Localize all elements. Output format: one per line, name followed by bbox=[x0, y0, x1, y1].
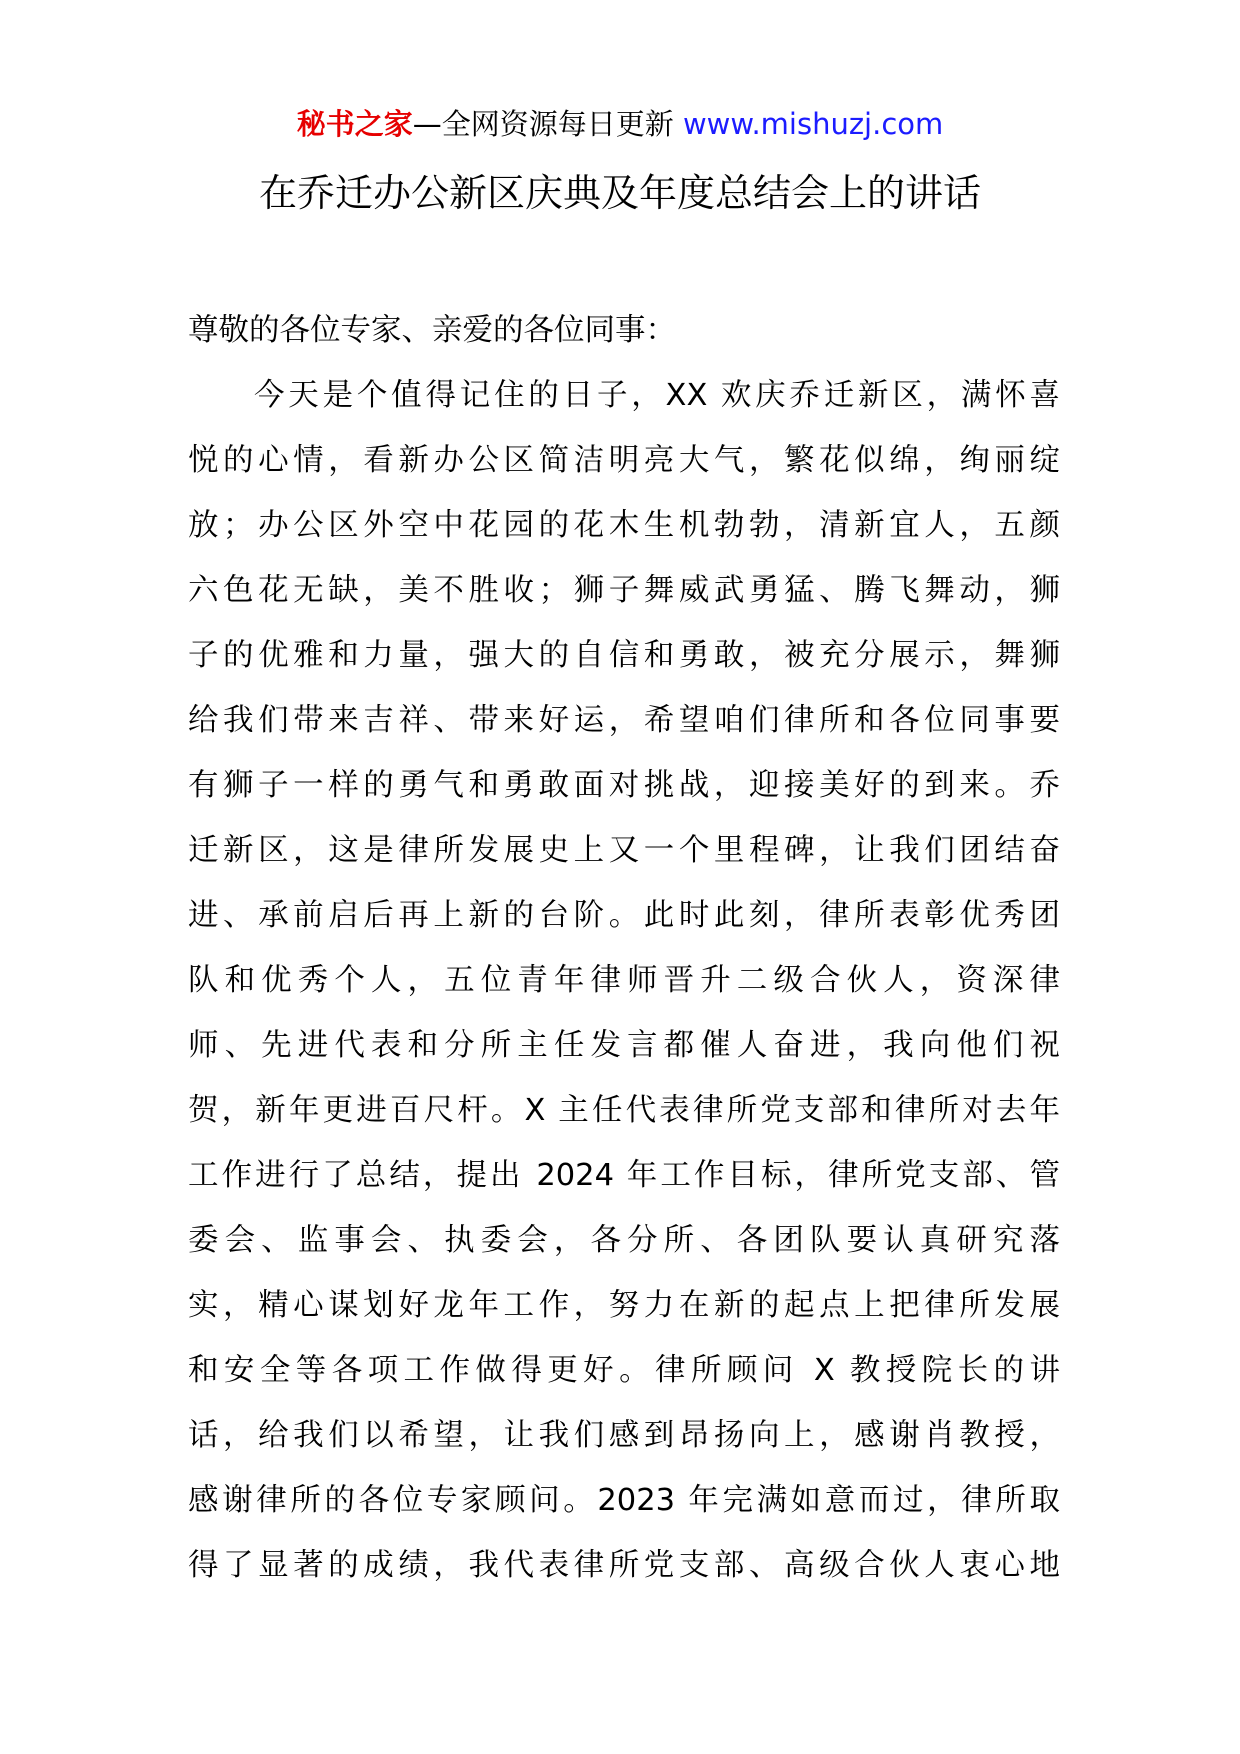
paragraph-line: 话，给我们以希望，让我们感到昂扬向上，感谢肖教授， bbox=[188, 1418, 1060, 1453]
header-tagline: —全网资源每日更新 bbox=[412, 107, 683, 141]
paragraph-line: 给我们带来吉祥、带来好运，希望咱们律所和各位同事要 bbox=[188, 703, 1060, 738]
paragraph-line: 悦的心情，看新办公区简洁明亮大气，繁花似绵，绚丽绽 bbox=[188, 443, 1060, 478]
paragraph-line: 实，精心谋划好龙年工作，努力在新的起点上把律所发展 bbox=[188, 1288, 1060, 1323]
document-title: 在乔迁办公新区庆典及年度总结会上的讲话 bbox=[258, 171, 981, 215]
paragraph-line: 师、先进代表和分所主任发言都催人奋进，我向他们祝 bbox=[188, 1028, 1060, 1063]
paragraph-line: 队和优秀个人，五位青年律师晋升二级合伙人，资深律 bbox=[188, 963, 1060, 998]
paragraph-line: 委会、监事会、执委会，各分所、各团队要认真研究落 bbox=[188, 1223, 1060, 1258]
paragraph-line: 工作进行了总结，提出 2024 年工作目标，律所党支部、管 bbox=[188, 1158, 1060, 1193]
paragraph-line: 今天是个值得记住的日子，XX 欢庆乔迁新区，满怀喜 bbox=[254, 378, 1060, 413]
site-header bbox=[0, 100, 1240, 148]
site-url-link[interactable]: www.mishuzj.com bbox=[682, 107, 944, 141]
paragraph-line: 感谢律所的各位专家顾问。2023 年完满如意而过，律所取 bbox=[188, 1483, 1060, 1518]
paragraph-line: 进、承前启后再上新的台阶。此时此刻，律所表彰优秀团 bbox=[188, 898, 1060, 933]
document-body bbox=[188, 298, 1060, 1598]
paragraph-line: 六色花无缺，美不胜收；狮子舞威武勇猛、腾飞舞动，狮 bbox=[188, 573, 1060, 608]
paragraph-line: 迁新区，这是律所发展史上又一个里程碑，让我们团结奋 bbox=[188, 833, 1060, 868]
salutation: 尊敬的各位专家、亲爱的各位同事： bbox=[188, 313, 676, 348]
paragraph-line: 得了显著的成绩，我代表律所党支部、高级合伙人衷心地 bbox=[188, 1548, 1060, 1583]
brand-name: 秘书之家 bbox=[296, 107, 413, 141]
paragraph-line: 有狮子一样的勇气和勇敢面对挑战，迎接美好的到来。乔 bbox=[188, 768, 1060, 803]
paragraph-line: 放；办公区外空中花园的花木生机勃勃，清新宜人，五颜 bbox=[188, 508, 1060, 543]
paragraph-line: 和安全等各项工作做得更好。律所顾问 X 教授院长的讲 bbox=[188, 1353, 1060, 1388]
paragraph-line: 子的优雅和力量，强大的自信和勇敢，被充分展示，舞狮 bbox=[188, 638, 1060, 673]
paragraph-line: 贺，新年更进百尺杆。X 主任代表律所党支部和律所对去年 bbox=[188, 1093, 1060, 1128]
